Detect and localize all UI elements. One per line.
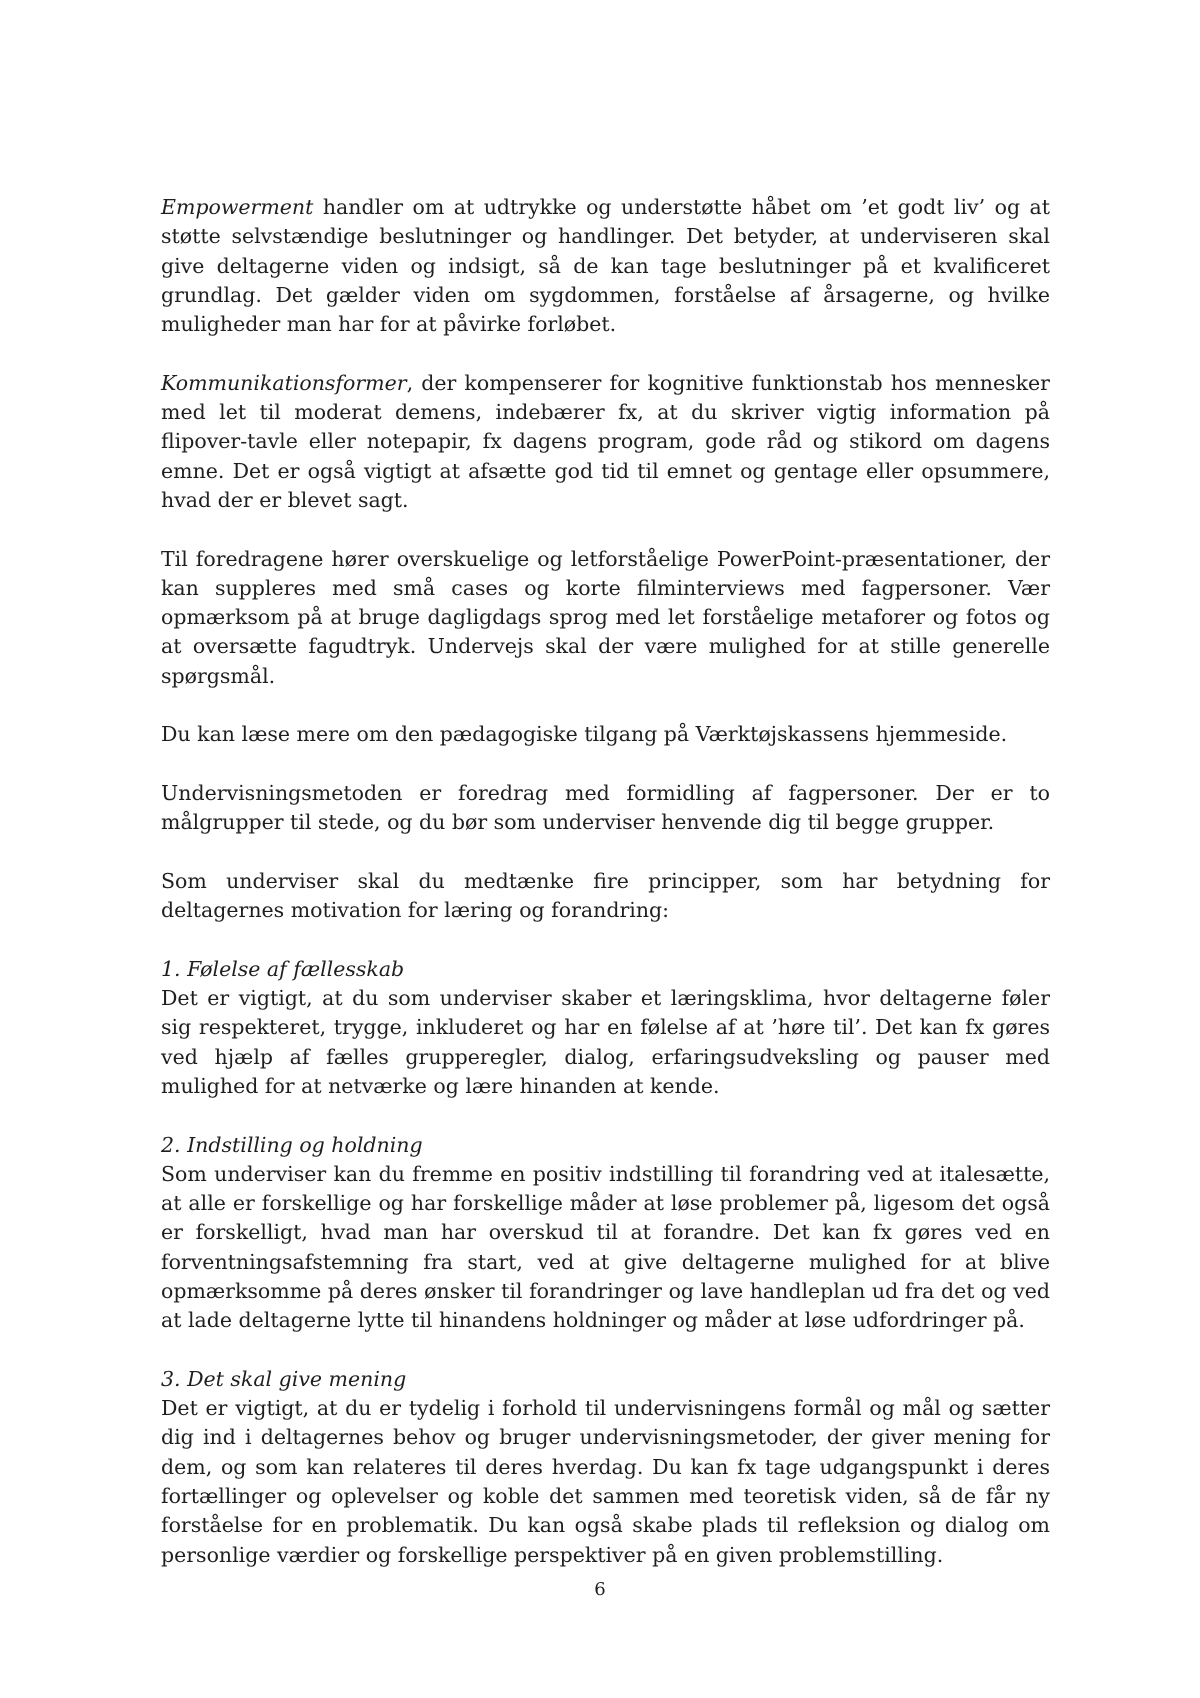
page-body [161, 193, 1050, 1570]
paragraph-kommunikationsformer [161, 369, 1050, 515]
section-indstilling [161, 1131, 1050, 1336]
section-faellesskab [161, 955, 1050, 1101]
paragraph-empowerment [161, 193, 1050, 339]
term-empowerment: Empowerment [161, 195, 314, 219]
section-heading: 2. Indstilling og holdning [161, 1132, 423, 1157]
section-mening [161, 1365, 1050, 1570]
section-text: Det er vigtigt, at du er tydelig i forhold til undervisningens formål og mål og sætter dig ind i deltagernes behov og bruger undervisningsmetoder, der giver mening for dem, og som kan relateres til deres hverdag. Du kan fx tage udgangspunkt i deres fortællinger og oplevelser og koble det sammen med teoretisk viden, så de får ny forståelse for en problematik. Du kan også skabe plads til refleksion og dialog om personlige værdier og forskellige perspektiver på en given problemstilling. [161, 1396, 1050, 1567]
term-kommunikationsformer: Kommunikationsformer [161, 370, 407, 395]
page-number: 6 [594, 1579, 606, 1600]
paragraph-text: handler om at udtrykke og understøtte håbet om ’et godt liv’ og at støtte selvstændige beslutninger og handlinger. Det betyder, at underviseren skal give deltagerne viden og indsigt, så de kan tage beslutninger på et kvalificeret grundlag. Det gælder viden om sygdommen, forståelse af årsagerne, og hvilke muligheder man har for at påvirke forløbet. [161, 195, 1050, 337]
paragraph-undervisningsmetode: Undervisningsmetoden er foredrag med formidling af fagpersoner. Der er to målgrupper til stede, og du bør som underviser henvende dig til begge grupper. [161, 780, 1050, 835]
paragraph-hjemmeside: Du kan læse mere om den pædagogiske tilgang på Værktøjskassens hjemmeside. [161, 722, 1008, 747]
section-heading: 3. Det skal give mening [161, 1366, 407, 1391]
section-text: Det er vigtigt, at du som underviser skaber et læringsklima, hvor deltagerne føler sig respekteret, trygge, inkluderet og har en følelse af at ’høre til’. Det kan fx gøres ved hjælp af fælles grupperegler, dialog, erfaringsudveksling og pauser med mulighed for at netværke og lære hinanden at kende. [161, 986, 1050, 1098]
paragraph-principper: Som underviser skal du medtænke fire principper, som har betydning for deltagernes motivation for læring og forandring: [161, 868, 1050, 923]
section-text: Som underviser kan du fremme en positiv indstilling til forandring ved at italesætte, at alle er forskellige og har forskellige måder at løse problemer på, ligesom det også er forskelligt, hvad man har overskud til at forandre. Det kan fx gøres ved en forventningsafstemning fra start, ved at give deltagerne mulighed for at blive opmærksomme på deres ønsker til forandringer og lave handleplan ud fra det og ved at lade deltagerne lytte til hinandens holdninger og måder at løse udfordringer på. [161, 1161, 1050, 1333]
paragraph-text: , der kompenserer for kognitive funktionstab hos mennesker med let til moderat demens, indebærer fx, at du skriver vigtig information på flipover-tavle eller notepapir, fx dagens program, gode råd og stikord om dagens emne. Det er også vigtigt at afsætte god tid til emnet og gentage eller opsummere, hvad der er blevet sagt. [161, 370, 1050, 512]
paragraph-foredrag: Til foredragene hører overskuelige og letforståelige PowerPoint-præsentationer, der kan suppleres med små cases og korte filminterviews med fagpersoner. Vær opmærksom på at bruge dagligdags sprog med let forståelige metaforer og fotos og at oversætte fagudtryk. Undervejs skal der være mulighed for at stille generelle spørgsmål. [161, 546, 1050, 688]
section-heading: 1. Følelse af fællesskab [161, 956, 405, 981]
